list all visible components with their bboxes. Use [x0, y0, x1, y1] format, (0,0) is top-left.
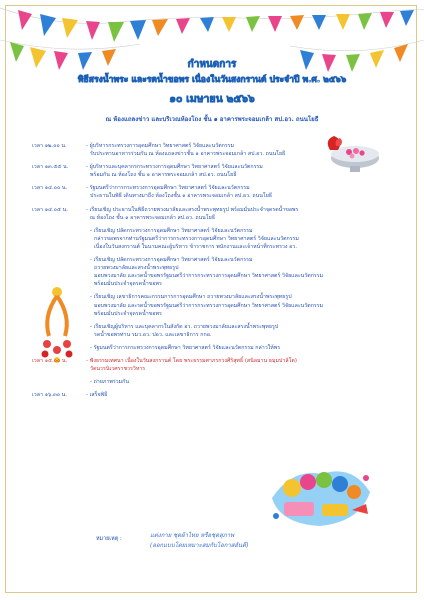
- schedule-text: [90, 256, 368, 288]
- schedule-text: [90, 293, 368, 317]
- schedule-text: [86, 142, 368, 158]
- schedule-line: วัดนวรนิเวศราชวรวิหาร: [90, 366, 146, 373]
- schedule-line: - เรียนเชิญ ปลัดกระทรวงการอุดมศึกษา วิทยาศาสตร์ วิจัยและนวัตกรรม: [90, 227, 253, 234]
- page-title: กำหนดการ: [187, 59, 237, 70]
- schedule-text: [86, 163, 368, 179]
- schedule-text: [90, 323, 368, 339]
- schedule-line: เนื่องในวันสงกรานต์ ในนามคณะผู้บริหาร ข้าราชการ พนักงานและเจ้าหน้าที่กระทรวง อว.: [94, 243, 298, 250]
- schedule-item: [32, 184, 368, 200]
- schedule-time: เวลา ๑๔.๐๕ น.: [32, 206, 68, 213]
- schedule-line: - เรียนเชิญ ประธานในพิธีถวายพวงมาลัยและสรงน้ำพระพุทธรูป พร้อมมั่นประจำจุดรดน้ำขอพร: [86, 206, 299, 213]
- schedule-time: เวลา ๑๔.๐๐ น.: [32, 185, 68, 192]
- schedule: [32, 142, 368, 404]
- schedule-text: [86, 357, 368, 373]
- schedule-line: ถวายพวงมาลัยและสรงน้ำพระพุทธรูป: [94, 265, 179, 272]
- schedule-item: [32, 163, 368, 179]
- note-line-2: (ออกแบบโดยเหมาะสมกับโอกาสอันดี): [150, 542, 249, 549]
- schedule-time: เวลา ๑๕.๐๐ น.: [32, 357, 68, 364]
- schedule-item: [32, 391, 368, 399]
- schedule-text: [86, 184, 368, 200]
- schedule-line: พร้อมกัน ณ ห้องโถง ชั้น ๑ อาคารพระจอมเกล้า สป.อว. ถนนโยธี: [90, 172, 237, 179]
- schedule-line: ณ ห้องโถง ชั้น ๑ อาคารพระจอมเกล้า สป.อว. ถนนโยธี: [90, 214, 215, 221]
- schedule-line: รดน้ำขอพรท่าน รมว.อว. ปอว. และเลขาธิการ กกอ.: [94, 331, 212, 338]
- schedule-line: - รัฐมนตรีว่าการกระทรวงการอุดมศึกษา วิทยาศาสตร์ วิจัยและนวัตกรรม: [86, 185, 250, 192]
- note-text: [150, 531, 248, 551]
- schedule-item: [32, 293, 368, 317]
- schedule-item: [32, 227, 368, 251]
- schedule-line: พร้อมมั่นประจำจุดรดน้ำขอพร: [94, 310, 162, 317]
- schedule-line: - ถ่ายภาพร่วมกัน: [90, 379, 129, 386]
- schedule-line: มอบพวงมาลัย และรดน้ำขอพรรัฐมนตรีว่าการกระทรวงการอุดมศึกษา วิทยาศาสตร์ วิจัยและนวัตกรรม: [94, 302, 324, 309]
- schedule-line: - เรียนเชิญผู้บริหาร และบุคลากรในสังกัด อว. ถวายพวงมาลัยและสรงน้ำพระพุทธรูป: [90, 323, 279, 330]
- schedule-item: [32, 206, 368, 222]
- schedule-time: เวลา ๑๓.๕๕ น.: [32, 164, 69, 171]
- schedule-line: รับประทานอาหารร่วมกัน ณ ห้องแถลงข่าวชั้น ๑ อาคารพระจอมเกล้า สป.อว. ถนนโยธี: [90, 151, 286, 158]
- schedule-gap: [32, 399, 368, 404]
- schedule-time: เวลา ๑๖.๓๐ น.: [32, 392, 67, 399]
- schedule-item: [32, 323, 368, 339]
- schedule-line: - เรียนเชิญ เลขาธิการคณะกรรมการการอุดมศึกษา ถวายพวงมาลัยและสรงน้ำพระพุทธรูป: [90, 294, 292, 301]
- schedule-line: พร้อมมั่นประจำจุดรดน้ำขอพร: [94, 281, 162, 288]
- schedule-item: [32, 344, 368, 352]
- schedule-item: [32, 357, 368, 373]
- schedule-item: [32, 256, 368, 288]
- schedule-item: [32, 378, 368, 386]
- schedule-line: - ฟังธรรมเทศนา เนื่องในวันสงกรานต์ โดย พระธรรมศาภรกวงศีริสุทธิ์ (สนิลมาน ธมฺมปาลิโต): [86, 357, 297, 364]
- schedule-line: มอบพวงมาลัย และรดน้ำขอพรรัฐมนตรีว่าการกระทรวงการอุดมศึกษา วิทยาศาสตร์ วิจัยและนวัตกรรม: [94, 273, 324, 280]
- schedule-line: - รัฐมนตรีว่าการกระทรวงการอุดมศึกษา วิทยาศาสตร์ วิจัยและนวัตกรรม กล่าวให้พร: [90, 344, 281, 351]
- schedule-item: [32, 142, 368, 158]
- schedule-time: เวลา ๑๒.๐๐ น.: [32, 143, 67, 149]
- ceremony-date: ๑๐ เมษายน ๒๕๖๖: [169, 93, 255, 105]
- songkran-banner-icon: [262, 458, 380, 534]
- ceremony-title: พิธีสรงน้ำพระ และรดน้ำขอพร เนื่องในวันสงกรานต์ ประจำปี พ.ศ. ๒๕๖๖: [77, 75, 347, 85]
- schedule-line: - เสร็จพิธี: [86, 392, 108, 399]
- schedule-line: - ผู้บริหารกระทรวงการอุดมศึกษา วิทยาศาสตร์ วิจัยและนวัตกรรม: [86, 143, 235, 149]
- schedule-line: - เรียนเชิญ ปลัดกระทรวงการอุดมศึกษา วิทยาศาสตร์ วิจัยและนวัตกรรม: [90, 257, 253, 264]
- schedule-line: ประธานในพิธี เดินทางมาถึง ห้องโถงชั้น ๑ อาคารพระจอมเกล้า สป.อว. ถนนโยธี: [90, 193, 273, 200]
- schedule-text: [86, 391, 368, 399]
- schedule-line: กล่าวขอพรจากท่านรัฐมนตรีว่าการกระทรวงการอุดมศึกษา วิทยาศาสตร์ วิจัยและนวัตกรรม: [94, 235, 299, 242]
- note-line-1: แต่งกาย ชุดผ้าไทย หรือชุดสุภาพ: [150, 532, 235, 539]
- venue-line: ณ ห้องแถลงข่าว และบริเวณห้องโถง ชั้น ๑ อาคารพระจอมเกล้า สป.อว. ถนนโยธี: [105, 116, 319, 123]
- note-label: หมายเหตุ :: [96, 536, 122, 542]
- schedule-text: [90, 227, 368, 251]
- schedule-text: [90, 378, 368, 386]
- schedule-text: [90, 344, 368, 352]
- schedule-text: [86, 206, 368, 222]
- schedule-line: - ผู้บริหารและบุคลากรกระทรวงการอุดมศึกษา วิทยาศาสตร์ วิจัยและนวัตกรรม: [86, 164, 263, 171]
